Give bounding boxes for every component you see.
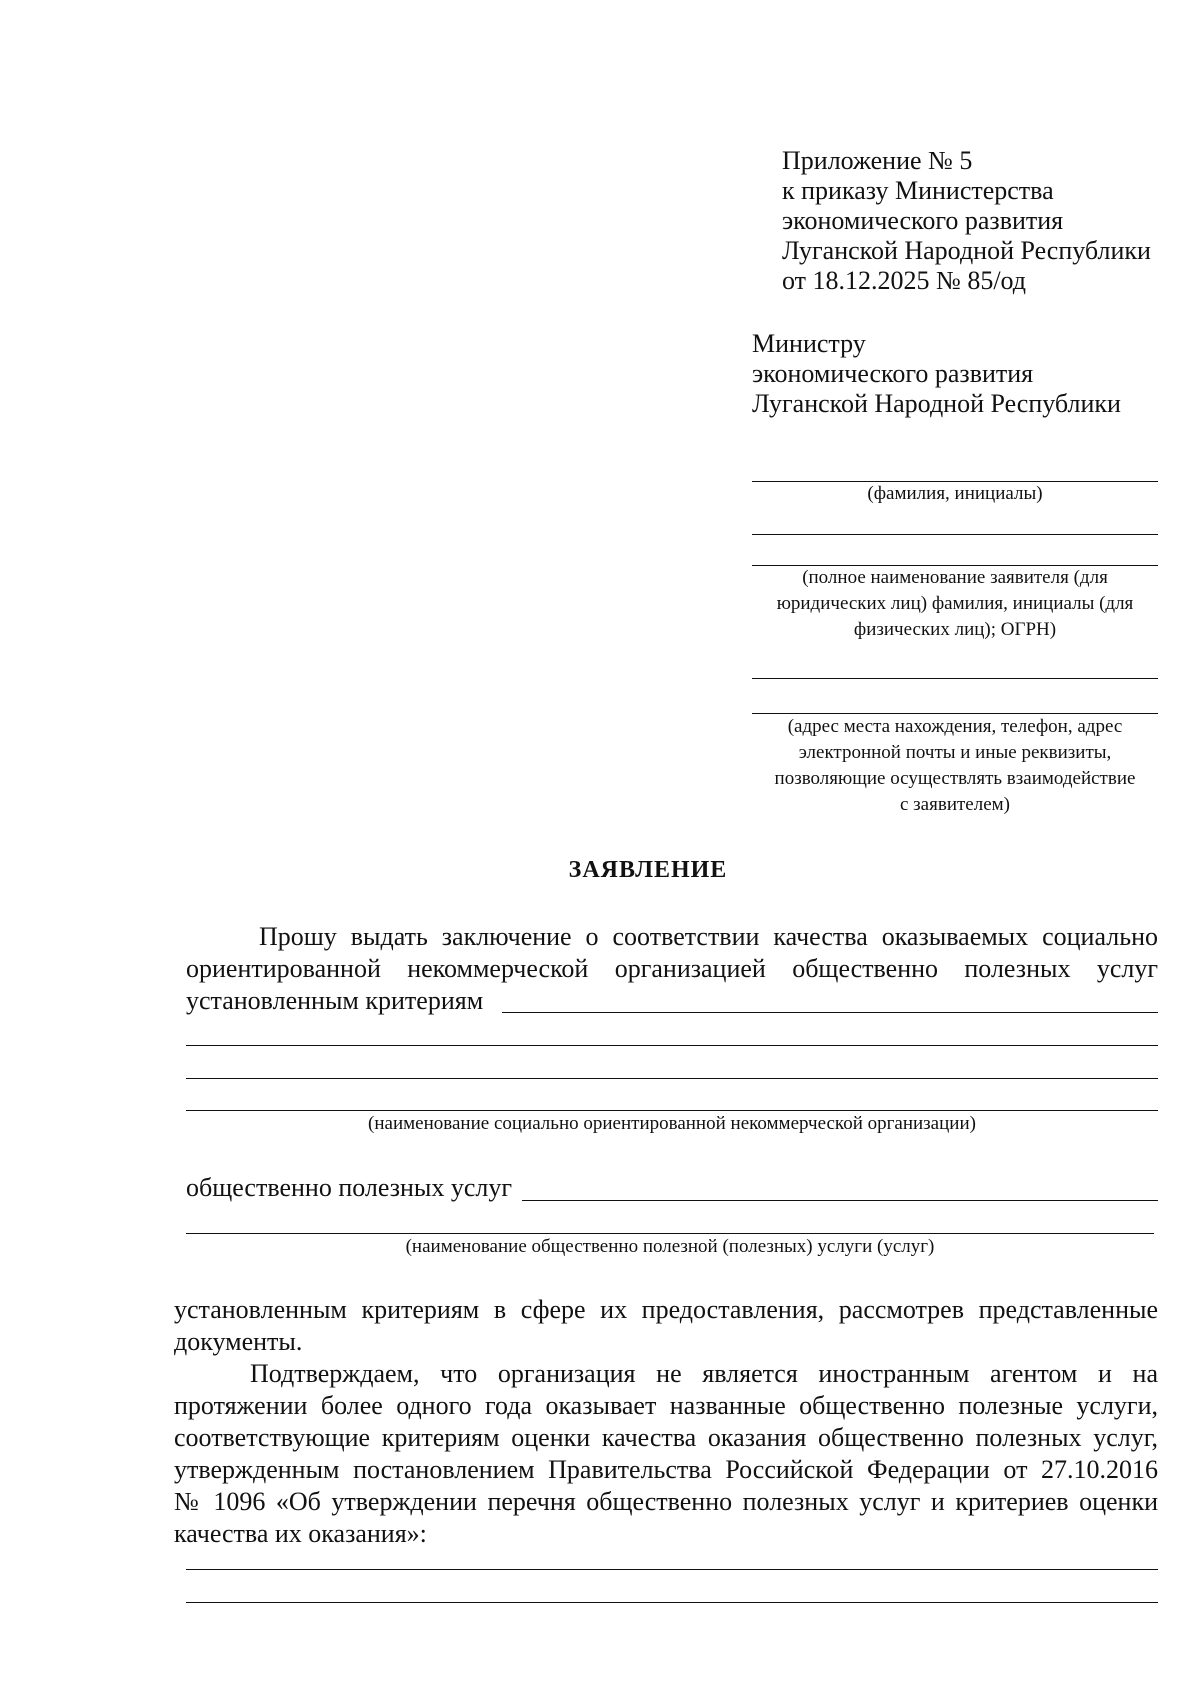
document-title: ЗАЯВЛЕНИЕ — [568, 857, 728, 883]
confirm-line-3: соответствующие критериям оценки качества оказания общественно полезных услуг, — [174, 1423, 1158, 1452]
appendix-date: от 18.12.2025 № 85/од — [782, 266, 1027, 295]
org-name-caption: (наименование социально ориентированной некоммерческой организации) — [368, 1113, 976, 1134]
address-caption-line-3: позволяющие осуществлять взаимодействие — [774, 768, 1136, 789]
addressee-block — [752, 329, 1121, 419]
address-caption-line-2: электронной почты и иные реквизиты, — [798, 742, 1112, 763]
services-label: общественно полезных услуг — [186, 1173, 513, 1202]
request-line-3: установленным критериям — [186, 986, 484, 1015]
appendix-order-ref: к приказу Министерства — [782, 176, 1054, 205]
confirm-line-5: № 1096 «Об утверждении перечня общественно полезных услуг и критериев оценки — [174, 1487, 1158, 1516]
applicant-caption-line-3: физических лиц); ОГРН) — [853, 619, 1057, 640]
name-field-caption: (фамилия, инициалы) — [867, 483, 1043, 504]
addressee-line-2: экономического развития — [752, 359, 1034, 388]
appendix-number: Приложение № 5 — [782, 146, 973, 175]
applicant-field-line-1[interactable] — [752, 534, 1158, 535]
confirm-line-1: Подтверждаем, что организация не является иностранным агентом и на — [250, 1359, 1158, 1388]
applicant-caption-line-2: юридических лиц) фамилия, инициалы (для — [776, 593, 1134, 614]
appendix-ministry: экономического развития — [782, 206, 1064, 235]
address-caption-line-4: с заявителем) — [899, 794, 1010, 815]
addressee-line-1: Министру — [752, 329, 866, 358]
addressee-line-3: Луганской Народной Республики — [752, 389, 1121, 418]
org-name-field-line-3[interactable] — [186, 1078, 1158, 1079]
confirm-line-4: утвержденным постановлением Правительства Российской Федерации от 27.10.2016 — [174, 1455, 1158, 1484]
address-field-line-1[interactable] — [752, 678, 1158, 679]
request-line-1: Прошу выдать заключение о соответствии качества оказываемых социально — [259, 922, 1158, 951]
applicant-field-caption — [752, 565, 1158, 643]
applicant-caption-line-1: (полное наименование заявителя (для — [802, 567, 1108, 588]
address-field-caption — [752, 714, 1158, 818]
org-name-field-line-1[interactable] — [502, 1012, 1158, 1013]
services-field-line-1[interactable] — [522, 1200, 1158, 1201]
appendix-header — [782, 146, 1151, 296]
services-caption: (наименование общественно полезной (полезных) услуги (услуг) — [405, 1236, 935, 1257]
request-line-2: ориентированной некоммерческой организацией общественно полезных услуг — [186, 954, 1158, 983]
confirm-line-2: протяжении более одного года оказывает названные общественно полезные услуги, — [174, 1391, 1158, 1420]
org-name-field-line-2[interactable] — [186, 1045, 1158, 1046]
address-caption-line-1: (адрес места нахождения, телефон, адрес — [787, 716, 1123, 737]
appendix-republic: Луганской Народной Республики — [782, 236, 1151, 265]
services-list-line-1[interactable] — [186, 1569, 1158, 1570]
criteria-line-1: установленным критериям в сфере их предоставления, рассмотрев представленные — [174, 1295, 1158, 1324]
services-list-line-2[interactable] — [186, 1602, 1158, 1603]
confirm-line-6: качества их оказания»: — [174, 1519, 427, 1548]
criteria-line-2: документы. — [174, 1327, 303, 1356]
